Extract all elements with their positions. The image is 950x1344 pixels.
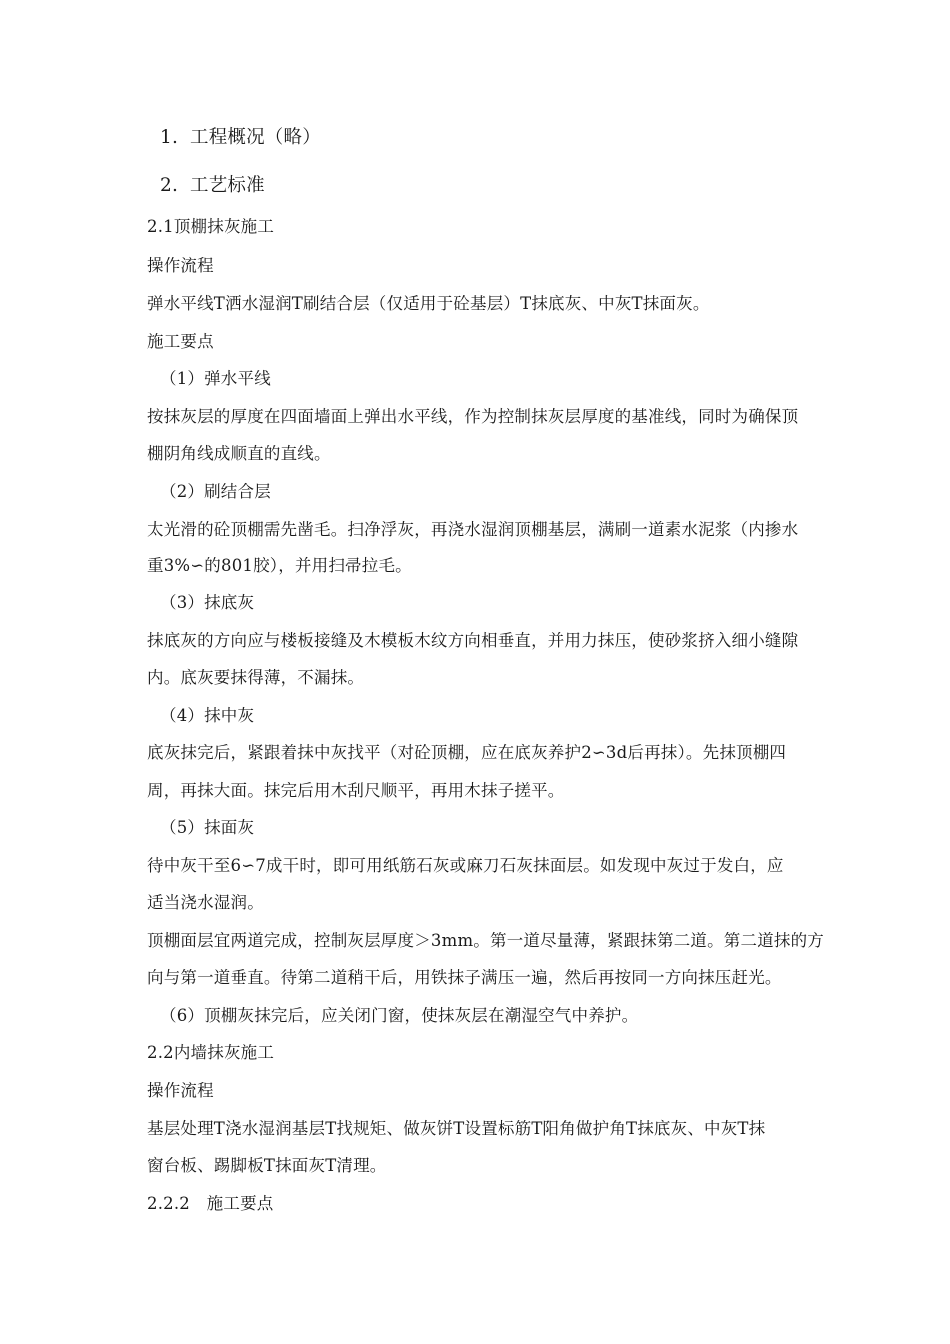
section-heading-1 bbox=[160, 126, 321, 150]
list-item-heading: （1）弹水平线 bbox=[160, 369, 271, 388]
paragraph-label: 施工要点 bbox=[147, 332, 214, 351]
paragraph-line: 弹水平线T洒水湿润T刷结合层（仅适用于砼基层）T抹底灰、中灰T抹面灰。 bbox=[147, 294, 710, 313]
paragraph-line: 底灰抹完后，紧跟着抹中灰找平（对砼顶棚，应在底灰养护2∽3d后再抹）。先抹顶棚四 bbox=[147, 743, 787, 762]
list-item-heading: （3）抹底灰 bbox=[160, 593, 255, 612]
paragraph-line: 棚阴角线成顺直的直线。 bbox=[147, 444, 331, 463]
paragraph-line: 重3%∽的801胶），并用扫帚拉毛。 bbox=[147, 556, 412, 575]
list-item-heading: （5）抹面灰 bbox=[160, 818, 255, 837]
section-title: 工程概况（略） bbox=[190, 127, 321, 148]
paragraph-line: 内。底灰要抹得薄，不漏抹。 bbox=[147, 668, 365, 687]
paragraph-line: 向与第一道垂直。待第二道稍干后，用铁抹子满压一遍，然后再按同一方向抹压赶光。 bbox=[147, 968, 782, 987]
section-number: 1. bbox=[160, 127, 179, 148]
paragraph-label: 操作流程 bbox=[147, 256, 214, 275]
paragraph-line: 待中灰干至6∽7成干时，即可用纸筋石灰或麻刀石灰抹面层。如发现中灰过于发白，应 bbox=[147, 856, 784, 875]
section-heading-2 bbox=[160, 174, 265, 198]
paragraph-line: 按抹灰层的厚度在四面墙面上弹出水平线，作为控制抹灰层厚度的基准线，同时为确保顶 bbox=[147, 407, 799, 426]
paragraph-label: 操作流程 bbox=[147, 1081, 214, 1100]
list-item-heading: （6）顶棚灰抹完后，应关闭门窗，使抹灰层在潮湿空气中养护。 bbox=[160, 1006, 639, 1025]
section-number: 2. bbox=[160, 175, 179, 196]
paragraph-line: 窗台板、踢脚板T抹面灰T清理。 bbox=[147, 1156, 387, 1175]
paragraph-line: 顶棚面层宜两道完成，控制灰层厚度＞3mm。第一道尽量薄，紧跟抹第二道。第二道抹的方 bbox=[147, 931, 824, 950]
paragraph-line: 周，再抹大面。抹完后用木刮尺顺平，再用木抹子搓平。 bbox=[147, 781, 565, 800]
list-item-heading: （4）抹中灰 bbox=[160, 706, 255, 725]
paragraph-line: 抹底灰的方向应与楼板接缝及木模板木纹方向相垂直，并用力抹压，使砂浆挤入细小缝隙 bbox=[147, 631, 799, 650]
paragraph-line: 基层处理T浇水湿润基层T找规矩、做灰饼T设置标筋T阳角做护角T抹底灰、中灰T抹 bbox=[147, 1119, 766, 1138]
section-title: 工艺标准 bbox=[190, 175, 265, 196]
list-item-heading: （2）刷结合层 bbox=[160, 482, 271, 501]
paragraph-line: 太光滑的砼顶棚需先凿毛。扫净浮灰，再浇水湿润顶棚基层，满刷一道素水泥浆（内掺水 bbox=[147, 520, 799, 539]
subsection-heading: 2.1顶棚抹灰施工 bbox=[147, 217, 275, 236]
subsection-heading: 2.2内墙抹灰施工 bbox=[147, 1043, 275, 1062]
subsection-heading: 2.2.2 施工要点 bbox=[147, 1194, 274, 1213]
paragraph-line: 适当浇水湿润。 bbox=[147, 893, 264, 912]
